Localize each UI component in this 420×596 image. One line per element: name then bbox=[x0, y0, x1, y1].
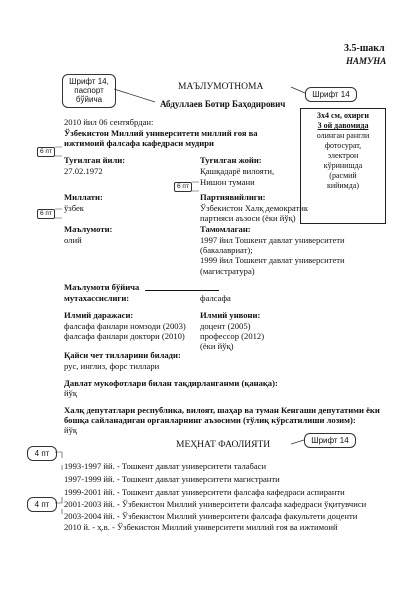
nationality-value: ўзбек bbox=[64, 203, 84, 213]
birth-year-label: Туғилган йили: bbox=[64, 155, 126, 165]
photo-text: олинган рангли bbox=[316, 131, 370, 140]
font14-callout-career: Шрифт 14 bbox=[304, 433, 356, 448]
degree-label: Илмий даражаси: bbox=[64, 310, 134, 320]
academic-title-label: Илмий унвони: bbox=[200, 310, 261, 320]
deputy-label: Халқ депутатлари республика, вилоят, шаҳар ва туман Кенгаши депутатими ёки bbox=[64, 405, 380, 415]
graduated-label: Тамомлаган: bbox=[200, 224, 251, 234]
academic-title-value: доцент (2005) bbox=[200, 321, 251, 331]
degree-value: фалсафа фанлари доктори (2010) bbox=[64, 331, 185, 341]
awards-label: Давлат мукофотлари билан тақдирланганми (қанақа): bbox=[64, 378, 278, 388]
photo-text: 3 ой давомида bbox=[317, 121, 369, 130]
education-value: олий bbox=[64, 235, 82, 245]
spacing-4pt-marker: 4 пт bbox=[27, 446, 57, 461]
awards-value: йўқ bbox=[64, 388, 78, 398]
photo-placeholder bbox=[300, 108, 386, 224]
birth-place-label: Туғилган жойи: bbox=[200, 155, 262, 165]
graduated-value: 1997 йил Тошкент давлат университети bbox=[200, 235, 345, 245]
spacing-4pt-marker: 4 пт bbox=[27, 497, 57, 512]
academic-title-value: профессор (2012) bbox=[200, 331, 265, 341]
languages-label: Қайси чет тилларини билади: bbox=[64, 350, 181, 360]
career-row: 1997-1999 йй. - Тошкент давлат университети магистранти bbox=[64, 474, 280, 484]
photo-text: фотосурат, bbox=[324, 141, 362, 150]
nationality-label: Миллати: bbox=[64, 192, 103, 202]
person-name: Абдуллаев Ботир Баҳодирович bbox=[160, 99, 286, 109]
blank-line bbox=[145, 290, 219, 291]
graduated-value: (магистратура) bbox=[200, 266, 255, 276]
party-value: Ўзбекистон Халқ демократик bbox=[200, 203, 309, 213]
party-label: Партиявийлиги: bbox=[200, 192, 266, 202]
career-row: 2003-2004 йй. - Ўзбекистон Миллий университети фалсафа факультети доценти bbox=[64, 511, 358, 521]
spacing-6pt-marker: 6 пт bbox=[37, 209, 55, 219]
career-row: 1993-1997 йй. - Тошкент давлат университети талабаси bbox=[64, 461, 267, 471]
birth-year-value: 27.02.1972 bbox=[64, 166, 103, 176]
specialty-label bbox=[64, 282, 219, 292]
birth-place-value: Қашқадарё вилояти, bbox=[200, 166, 275, 176]
deputy-value: йўқ bbox=[64, 425, 78, 435]
career-row: 2010 й. - ҳ.в. - Ўзбекистон Миллий университети миллий ғоя ва ижтимоий bbox=[64, 522, 338, 532]
deputy-label: бошқа сайланадиган органларнинг аъзосими (тўлиқ кўрсатилиши лозим): bbox=[64, 415, 356, 425]
sample-label: НАМУНА bbox=[346, 56, 387, 66]
photo-text: 3х4 см, охирги bbox=[316, 111, 370, 120]
birth-place-value: Нишон тумани bbox=[200, 177, 255, 187]
graduated-value: 1999 йил Тошкент давлат университети bbox=[200, 255, 345, 265]
degree-value: фалсафа фанлари номзоди (2003) bbox=[64, 321, 186, 331]
languages-value: рус, инглиз, форс тиллари bbox=[64, 361, 160, 371]
career-row: 1999-2001 йй. - Тошкент давлат университети фалсафа кафедраси аспиранти bbox=[64, 487, 345, 497]
font14-callout-title: Шрифт 14 bbox=[305, 87, 357, 102]
specialty-label-text: Маълумоти бўйича bbox=[64, 282, 140, 292]
specialty-label-2: мутахассислиги: bbox=[64, 293, 130, 303]
spacing-6pt-marker: 6 пт bbox=[174, 182, 192, 192]
photo-text: кўринишда bbox=[323, 161, 363, 170]
photo-text: кийимда) bbox=[326, 181, 360, 190]
graduated-value: (бакалавриат); bbox=[200, 245, 253, 255]
appointment-date: 2010 йил 06 сентябрдан: bbox=[64, 117, 154, 127]
photo-text: (расмий bbox=[329, 171, 357, 180]
specialty-value: фалсафа bbox=[200, 293, 231, 303]
spacing-6pt-marker: 6 пт bbox=[37, 147, 55, 157]
page-title: МАЪЛУМОТНОМА bbox=[178, 82, 264, 92]
career-row: 2001-2003 йй. - Ўзбекистон Миллий университети фалсафа кафедраси ўқитувчиси bbox=[64, 499, 367, 509]
education-label: Маълумоти: bbox=[64, 224, 113, 234]
callout-line: Шрифт 14, bbox=[69, 77, 109, 86]
callout-line: бўйича bbox=[75, 95, 103, 104]
current-position: Ўзбекистон Миллий университети миллий ғоя ва bbox=[64, 128, 258, 138]
form-code: 3.5-шакл bbox=[344, 43, 385, 54]
photo-text: электрон bbox=[327, 151, 359, 160]
callout-line: паспорт bbox=[74, 86, 104, 95]
career-heading: МЕҲНАТ ФАОЛИЯТИ bbox=[176, 440, 271, 450]
academic-title-value: (ёки йўқ) bbox=[200, 341, 234, 351]
party-value: партияси аъзоси (ёки йўқ) bbox=[200, 213, 296, 223]
current-position: ижтимоий фалсафа кафедраси мудири bbox=[64, 138, 214, 148]
